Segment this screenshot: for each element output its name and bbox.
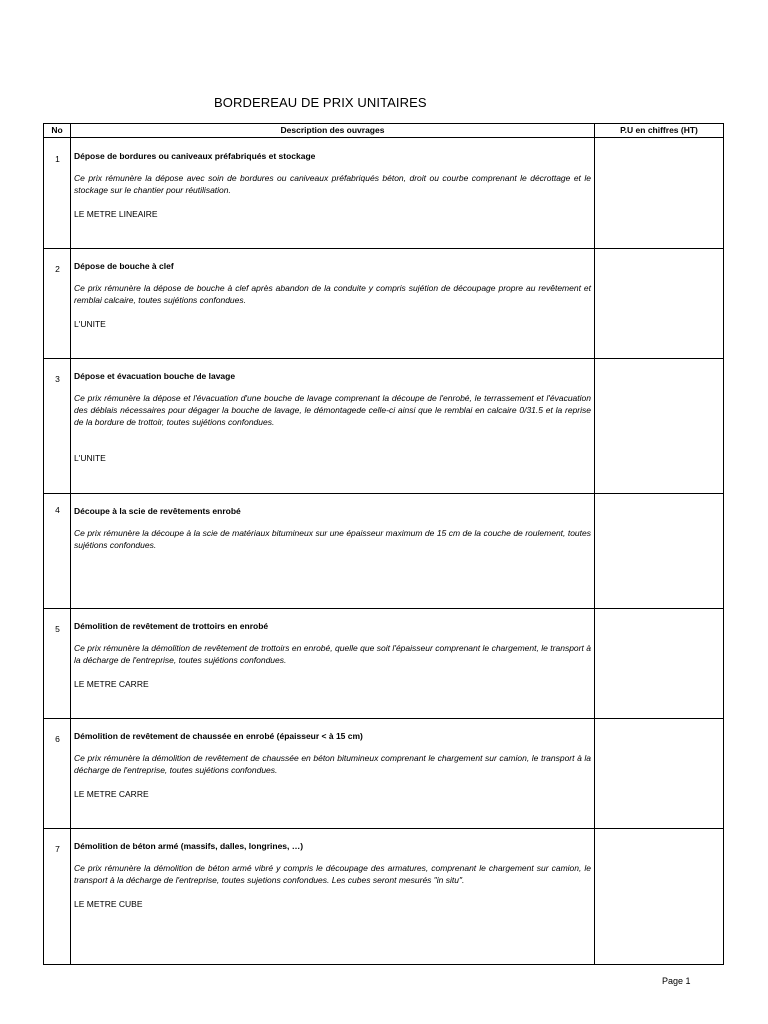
item-number: 6: [55, 734, 60, 744]
row-divider: [44, 608, 723, 609]
item-description: [74, 260, 591, 330]
column-divider-no: [70, 124, 71, 964]
item-description: [74, 150, 591, 220]
row-divider: [44, 718, 723, 719]
item-number: 7: [55, 844, 60, 854]
item-text: Ce prix rémunère la démolition de revêtement de trottoirs en enrobé, quelle que soit l'épaisseur comprenant le chargement, le transport à la décharge de l'entreprise, toutes sujétions confondues.: [74, 643, 591, 665]
row-divider: [44, 828, 723, 829]
price-table: [43, 123, 724, 965]
item-text: Ce prix rémunère la dépose de bouche à clef après abandon de la conduite y compris sujétion de découpage propre au revêtement et remblai calcaire, toutes sujétions confondues.: [74, 283, 591, 305]
item-description: [74, 840, 591, 910]
item-number: 3: [55, 374, 60, 384]
header-price: P.U en chiffres (HT): [620, 125, 698, 135]
item-unit: LE METRE CUBE: [74, 899, 143, 909]
item-title: Démolition de béton armé (massifs, dalles, longrines, …): [74, 841, 304, 851]
row-divider: [44, 358, 723, 359]
item-description: [74, 620, 591, 690]
item-title: Découpe à la scie de revêtements enrobé: [74, 506, 241, 516]
item-description: [74, 730, 591, 800]
item-title: Démolition de revêtement de trottoirs en enrobé: [74, 621, 269, 631]
item-text: Ce prix rémunère la démolition de béton armé vibré y compris le découpage des armatures, comprenant le chargement sur camion, le transport à la décharge de l'entreprise, toutes sujetions confondues. Les cubes seront mesurés "in situ".: [74, 863, 591, 885]
item-title: Dépose de bordures ou caniveaux préfabriqués et stockage: [74, 151, 316, 161]
item-text: Ce prix rémunère la démolition de revêtement de chaussée en béton bitumineux comprenant le chargement sur camion, le transport à la décharge de l'entreprise, toutes sujétions confondues.: [74, 753, 591, 775]
item-number: 4: [55, 505, 60, 515]
column-divider-price: [594, 124, 595, 964]
item-text: Ce prix rémunère la dépose et l'évacuation d'une bouche de lavage comprenant la découpe de l'enrobé, le terrassement et l'évacuation des déblais nécessaires pour dégager la bouche de lavage, le démontagede celle-ci ainsi que le remblai en calcaire 0/31.5 et la reprise de la bordure de trottoir, toutes sujétions confondues.: [74, 393, 591, 427]
item-title: Dépose de bouche à clef: [74, 261, 174, 271]
row-divider: [44, 493, 723, 494]
item-number: 1: [55, 154, 60, 164]
header-divider: [44, 137, 723, 138]
item-description: [74, 370, 591, 464]
page-number: Page 1: [662, 976, 691, 986]
item-number: 2: [55, 264, 60, 274]
item-unit: LE METRE LINEAIRE: [74, 209, 158, 219]
item-number: 5: [55, 624, 60, 634]
header-description: Description des ouvrages: [280, 125, 385, 135]
item-unit: LE METRE CARRE: [74, 789, 149, 799]
item-text: Ce prix rémunère la découpe à la scie de matériaux bitumineux sur une épaisseur maximum de 15 cm de la couche de roulement, toutes sujétions confondues.: [74, 528, 591, 550]
item-unit: LE METRE CARRE: [74, 679, 149, 689]
page-title: BORDEREAU DE PRIX UNITAIRES: [214, 95, 427, 110]
header-no: No: [51, 125, 63, 135]
item-title: Démolition de revêtement de chaussée en enrobé (épaisseur < à 15 cm): [74, 731, 363, 741]
item-title: Dépose et évacuation bouche de lavage: [74, 371, 236, 381]
row-divider: [44, 248, 723, 249]
item-text: Ce prix rémunère la dépose avec soin de bordures ou caniveaux préfabriqués béton, droit ou courbe comprenant le décrottage et le stockage sur le chantier pour réutilisation.: [74, 173, 591, 195]
item-description: [74, 505, 591, 563]
item-unit: L'UNITE: [74, 453, 106, 463]
item-unit: L'UNITE: [74, 319, 106, 329]
